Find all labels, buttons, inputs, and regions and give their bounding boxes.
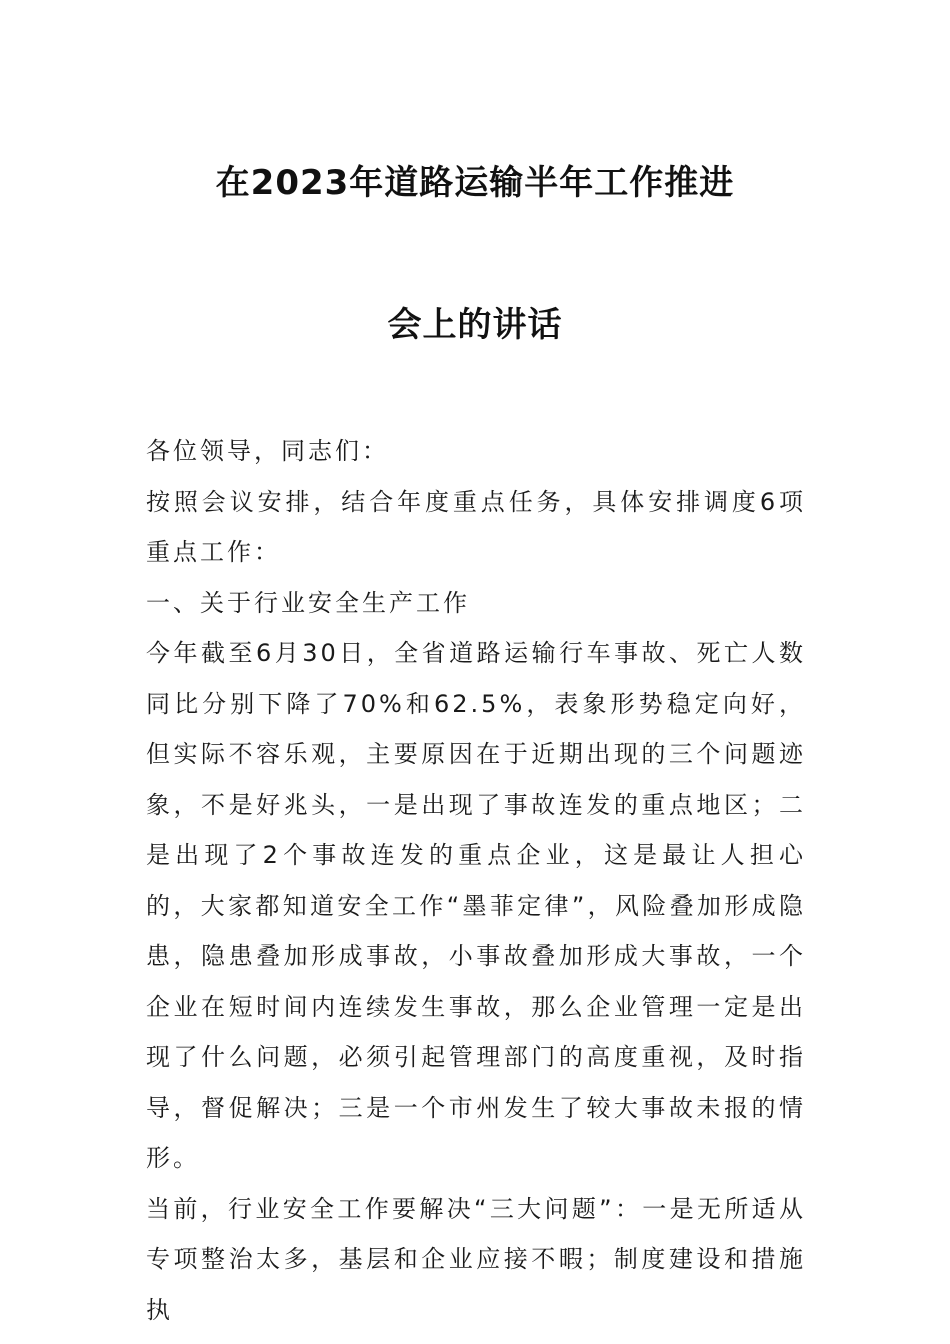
section-heading: 一、关于行业安全生产工作 <box>146 588 470 617</box>
salutation-paragraph: 各位领导，同志们： <box>146 437 389 465</box>
document-title-line-1: 在2023年道路运输半年工作推进 <box>215 163 735 203</box>
document-body <box>146 426 806 1335</box>
document-title-line-2: 会上的讲话 <box>387 305 563 345</box>
problems-paragraph: 当前，行业安全工作要解决“三大问题”：一是无所适从专项整治太多，基层和企业应接不暇；制度建设和措施执 <box>146 1194 806 1324</box>
safety-status-paragraph: 今年截至6月30日，全省道路运输行车事故、死亡人数同比分别下降了70%和62.5%，表象形势稳定向好，但实际不容乐观，主要原因在于近期出现的三个问题迹象，不是好兆头，一是出现了事故连发的重点地区；二是出现了2个事故连发的重点企业，这是最让人担心的，大家都知道安全工作“墨菲定律”，风险叠加形成隐患，隐患叠加形成事故，小事故叠加形成大事故，一个企业在短时间内连续发生事故，那么企业管理一定是出现了什么问题，必须引起管理部门的高度重视，及时指导，督促解决；三是一个市州发生了较大事故未报的情形。 <box>146 639 806 1172</box>
intro-paragraph: 按照会议安排，结合年度重点任务，具体安排调度6项重点工作： <box>146 487 806 566</box>
